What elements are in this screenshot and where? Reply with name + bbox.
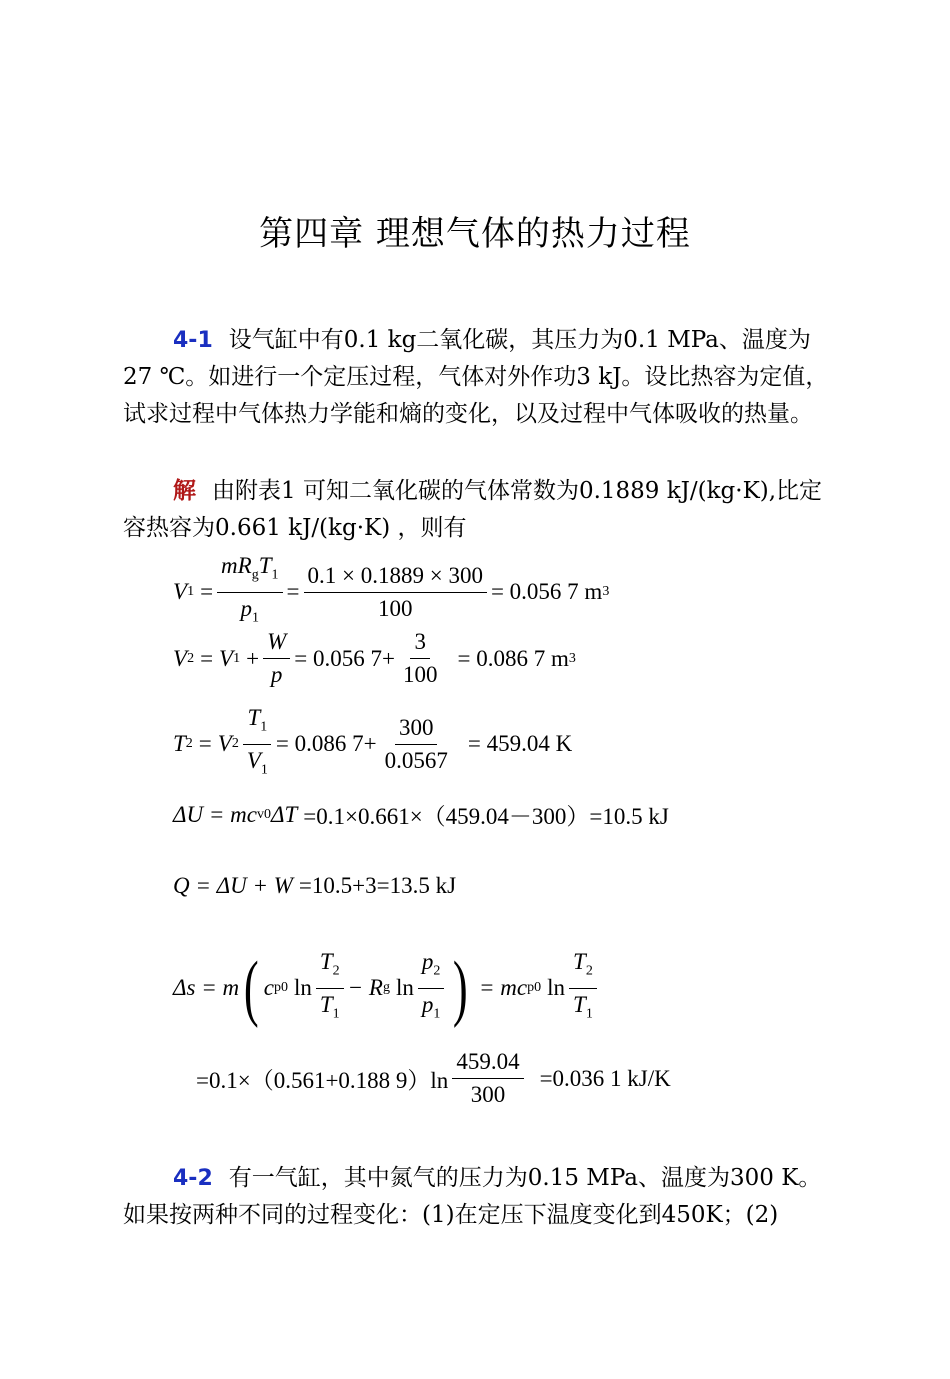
eq-symbol: T bbox=[173, 731, 186, 757]
eq-prefix: =0.1×（0.561+0.188 9）ln bbox=[196, 1068, 449, 1093]
frac-den: 100 bbox=[377, 595, 413, 621]
eq-subscript: 1 bbox=[233, 650, 241, 666]
eq-subscript: 2 bbox=[185, 736, 193, 752]
left-paren: ( bbox=[244, 947, 259, 1030]
eq-lhs: Q = ΔU + W bbox=[173, 873, 293, 898]
frac-den: V bbox=[246, 747, 261, 773]
eq-symbol: V bbox=[219, 645, 234, 671]
frac-den: 300 bbox=[470, 1082, 506, 1107]
eq-symbol: c bbox=[263, 975, 274, 1001]
frac-num-sub: g bbox=[251, 567, 259, 583]
fraction bbox=[569, 948, 597, 1028]
eq-subscript: 1 bbox=[187, 584, 195, 600]
equation-v1: V 1 = $\frac{mR_gT_1}{p_1}$ = $\frac{0.1 \times 0.1889 \times 300}{100}$ = 0.056 7 m 3 bbox=[173, 552, 609, 632]
fraction bbox=[381, 714, 452, 775]
eq-lhs: ΔU = mc bbox=[173, 801, 257, 827]
solution-text: 由附表1 可知二氧化碳的气体常数为0.1889 kJ/(kg·K),比定容热容为0.661 kJ/(kg·K) ，则有 bbox=[123, 478, 823, 541]
frac-num2: T bbox=[258, 553, 272, 578]
frac-den: 0.0567 bbox=[384, 747, 448, 773]
frac-den: p bbox=[270, 662, 283, 687]
problem-4-2 bbox=[123, 1160, 830, 1234]
eq-subscript: p0 bbox=[273, 980, 288, 996]
problem-4-1 bbox=[123, 322, 830, 433]
frac-num: 0.1 × 0.1889 × 300 bbox=[304, 562, 487, 593]
frac-den: T bbox=[573, 991, 586, 1017]
problem-number: 4-1 bbox=[173, 328, 213, 353]
problem-number: 4-2 bbox=[173, 1166, 213, 1191]
eq-symbol: − R bbox=[347, 975, 383, 1001]
frac-num: T bbox=[247, 705, 261, 730]
frac-den: p bbox=[240, 595, 253, 621]
eq-rhs: =0.1×0.661×（459.04－300）=10.5 kJ bbox=[303, 804, 669, 829]
frac-num: W bbox=[267, 629, 287, 654]
fraction bbox=[304, 562, 487, 623]
eq-result-sup: 3 bbox=[568, 650, 576, 666]
problem-text: 设气缸中有0.1 kg二氧化碳，其压力为0.1 MPa、温度为27 ℃。如进行一个定压过程，气体对外作功3 kJ。设比热容为定值，试求过程中气体热力学能和熵的变化，以及过程中气体吸收的热量。 bbox=[123, 327, 829, 427]
eq-symbol: V bbox=[217, 731, 232, 757]
frac-num: p bbox=[421, 949, 434, 974]
equation-delta-s-value bbox=[196, 1048, 671, 1109]
fraction bbox=[243, 704, 272, 784]
frac-den-sub: 1 bbox=[433, 1006, 441, 1022]
equation-q bbox=[173, 873, 456, 899]
right-paren: ) bbox=[453, 947, 469, 1030]
frac-num: 3 bbox=[410, 628, 430, 659]
solution-label: 解 bbox=[173, 477, 196, 504]
ln-text: ln bbox=[395, 975, 414, 1001]
eq-result: = 0.086 7 m bbox=[457, 645, 569, 671]
frac-den-sub: 1 bbox=[585, 1006, 593, 1022]
eq-subscript: v0 bbox=[256, 806, 271, 822]
eq-result-sup: 3 bbox=[602, 584, 610, 600]
frac-num: 300 bbox=[395, 714, 438, 745]
frac-den-sub: 1 bbox=[332, 1006, 340, 1022]
fraction bbox=[399, 628, 442, 689]
frac-num: 459.04 bbox=[452, 1048, 523, 1079]
eq-value: = 0.086 7+ bbox=[275, 731, 377, 757]
fraction bbox=[452, 1048, 523, 1109]
frac-num: T bbox=[573, 949, 586, 974]
eq-value: = 0.056 7+ bbox=[294, 645, 395, 671]
eq-symbol: = mc bbox=[479, 975, 528, 1001]
fraction bbox=[418, 948, 445, 1028]
frac-num: T bbox=[319, 949, 333, 974]
frac-num-sub: 2 bbox=[332, 963, 340, 979]
frac-den: p bbox=[421, 991, 434, 1017]
eq-result: = 0.056 7 m bbox=[490, 579, 603, 605]
solution-intro bbox=[123, 472, 830, 547]
fraction bbox=[217, 552, 282, 632]
frac-den: T bbox=[319, 991, 333, 1017]
eq-symbol: V bbox=[173, 579, 188, 605]
equation-delta-s bbox=[173, 948, 601, 1028]
eq-rhs: =10.5+3=13.5 kJ bbox=[298, 873, 457, 898]
frac-den-sub: 1 bbox=[260, 762, 268, 778]
eq-subscript: 2 bbox=[231, 736, 239, 752]
chapter-title: 第四章 理想气体的热力过程 bbox=[259, 214, 691, 254]
eq-symbol: V bbox=[173, 645, 188, 671]
fraction bbox=[316, 948, 344, 1028]
frac-num-sub: 2 bbox=[433, 963, 441, 979]
equation-delta-u bbox=[173, 798, 669, 831]
fraction bbox=[263, 628, 290, 689]
equation-t2: T 2 = V 2 $\frac{T_1}{V_1}$ = 0.086 7+ $\frac{300}{0.0567}$ = 459.04 K bbox=[173, 704, 572, 784]
frac-num-sub: 2 bbox=[585, 963, 593, 979]
ln-text: ln bbox=[293, 975, 312, 1001]
eq-subscript: g bbox=[382, 980, 390, 996]
frac-num-sub: 1 bbox=[260, 719, 268, 735]
frac-den: 100 bbox=[402, 662, 438, 687]
frac-num2-sub: 1 bbox=[271, 567, 279, 583]
eq-result: =0.036 1 kJ/K bbox=[539, 1065, 671, 1091]
problem-text: 有一气缸，其中氮气的压力为0.15 MPa、温度为300 K。如果按两种不同的过程变化：(1)在定压下温度变化到450K；(2) bbox=[123, 1165, 822, 1228]
eq-subscript: p0 bbox=[527, 980, 542, 996]
ln-text: ln bbox=[547, 975, 566, 1001]
eq-result: = 459.04 K bbox=[467, 731, 573, 757]
equation-v2: V 2 = V 1 + $\frac{W}{p}$ = 0.056 7+ $\frac{3}{100}$ = 0.086 7 m 3 bbox=[173, 629, 576, 687]
eq-lhs2: ΔT bbox=[270, 801, 298, 827]
frac-num: mR bbox=[221, 553, 252, 578]
eq-subscript: 2 bbox=[187, 650, 195, 666]
eq-lhs: Δs = m bbox=[173, 975, 240, 1001]
frac-den-sub: 1 bbox=[252, 610, 260, 626]
